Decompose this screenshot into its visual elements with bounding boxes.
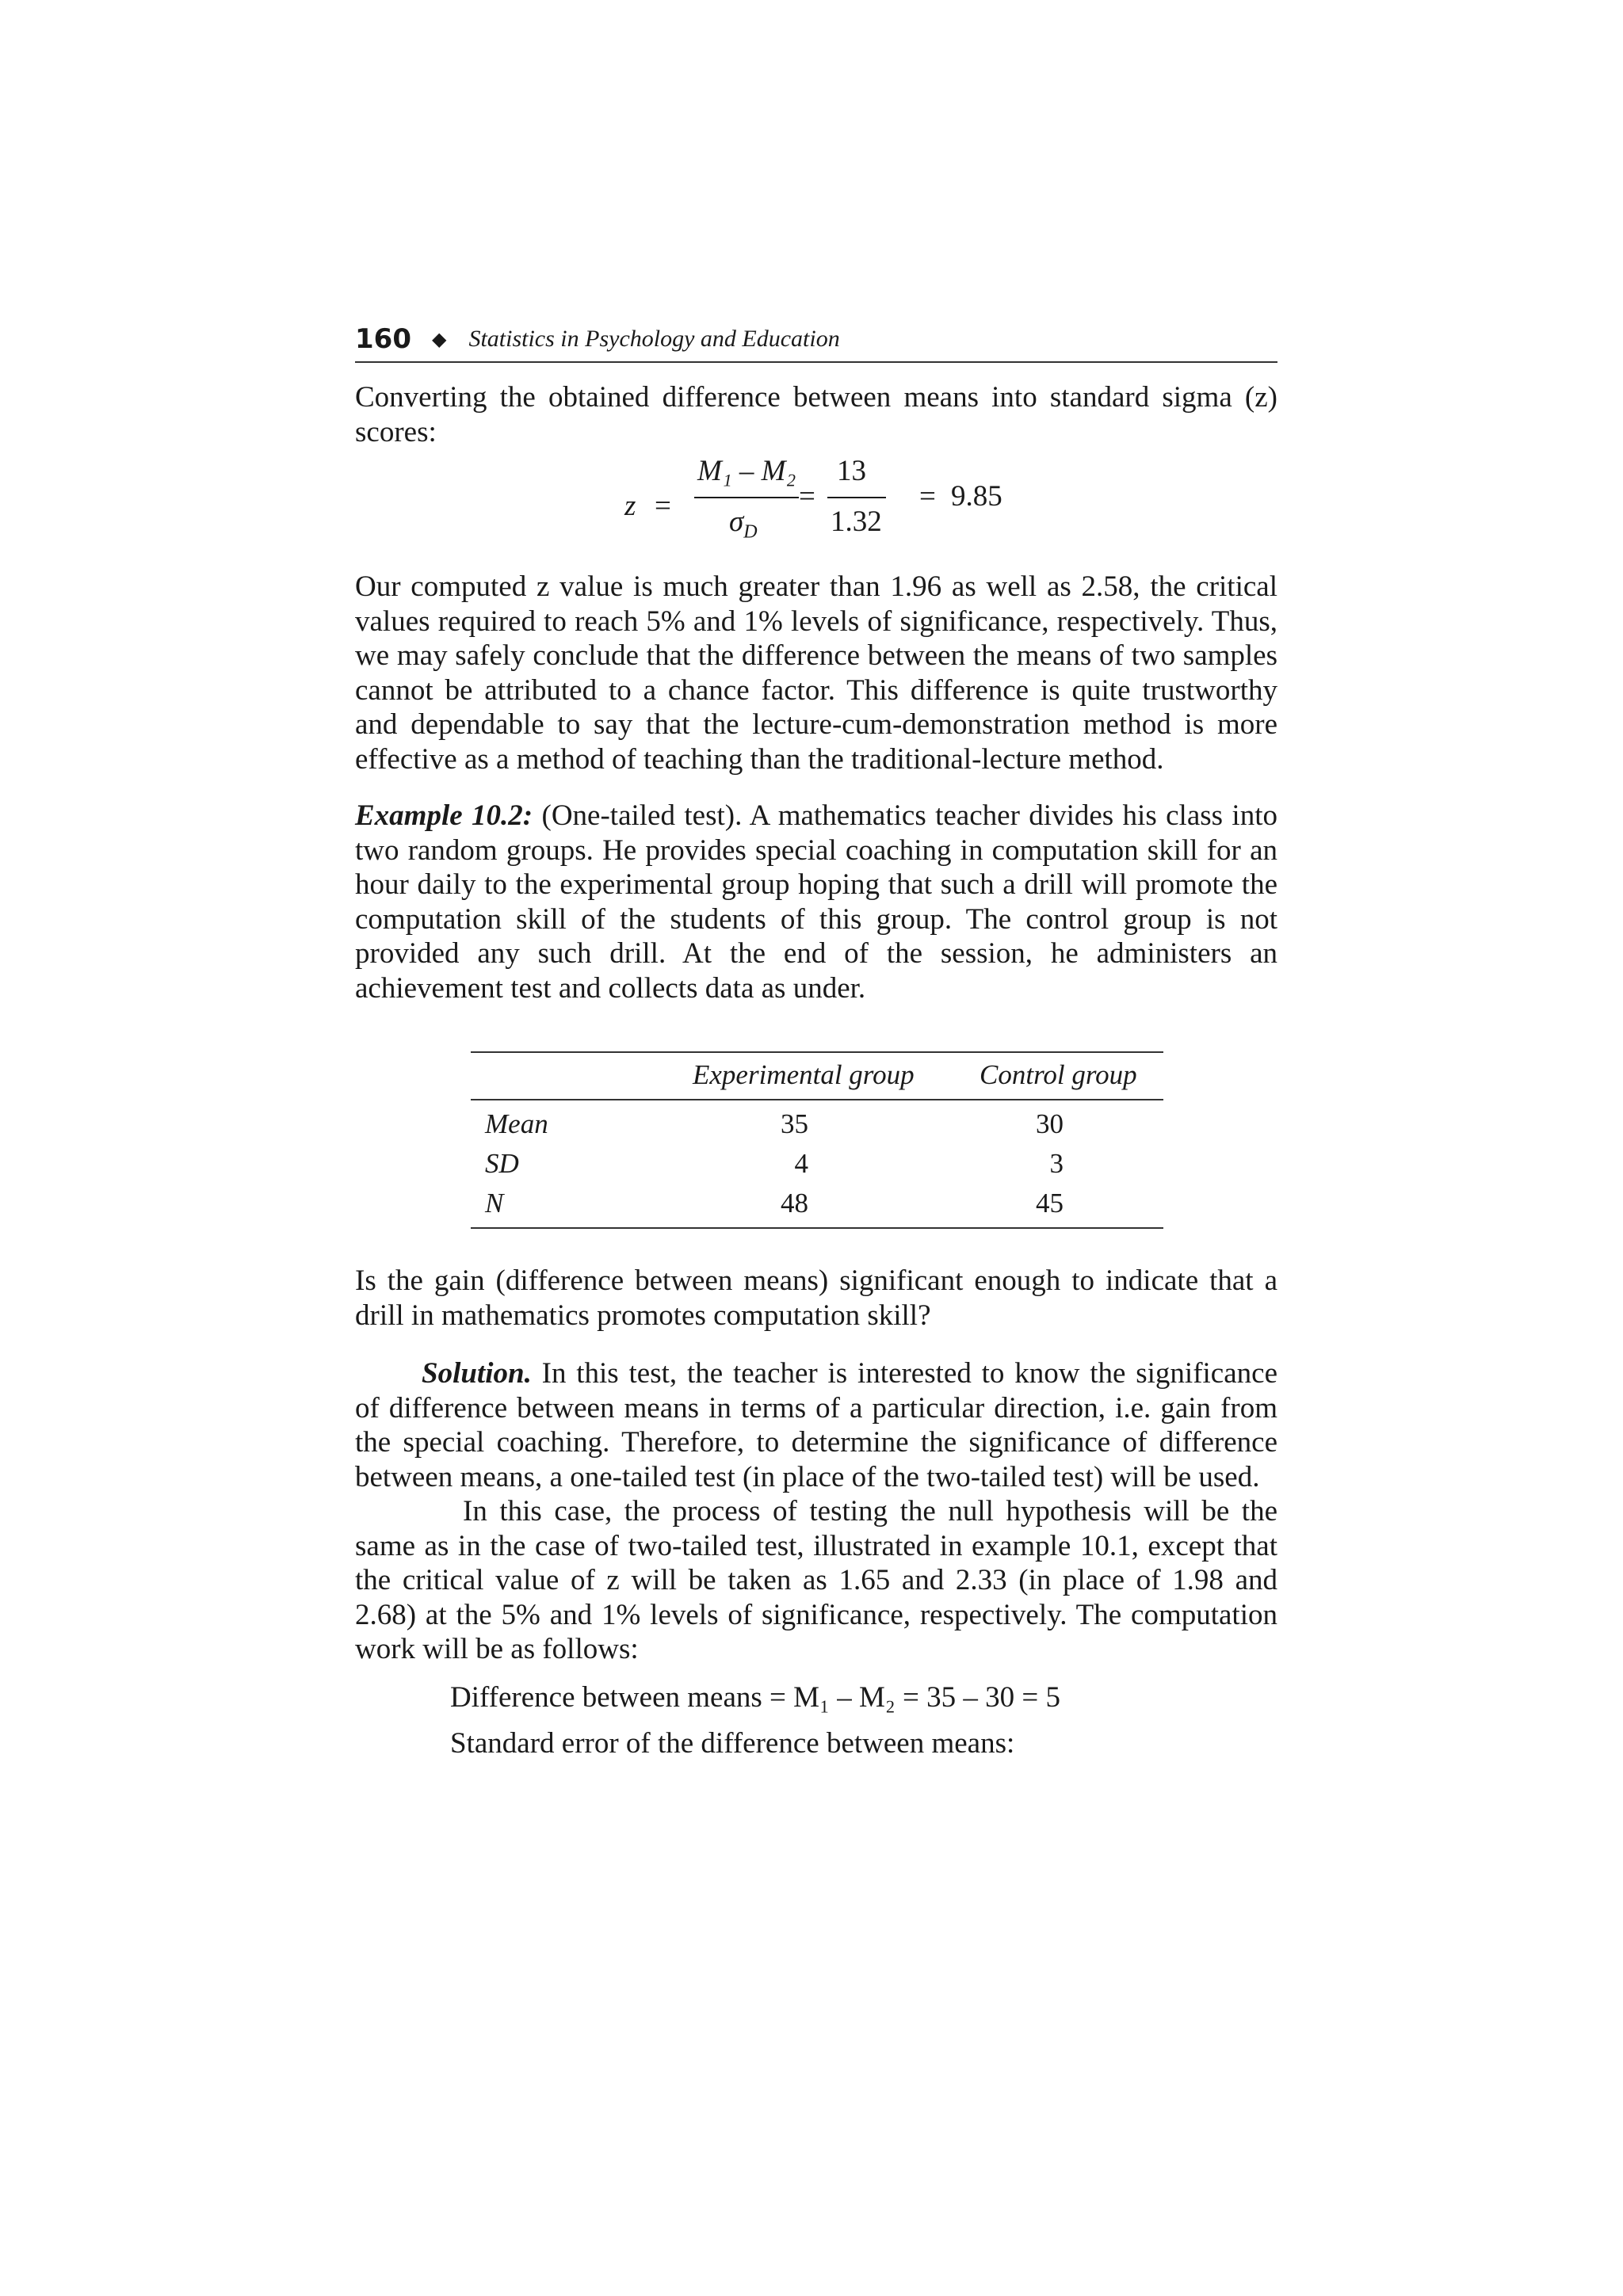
fraction-bar-2 <box>827 497 886 498</box>
data-table <box>471 1051 1163 1229</box>
paragraph-example <box>355 799 1277 1005</box>
example-label: Example 10.2: <box>355 799 533 832</box>
paragraph-intro: Converting the obtained difference between means into standard sigma (z) scores: <box>355 381 1277 448</box>
eq-result: 9.85 <box>951 480 1002 513</box>
table-row <box>471 1183 1163 1222</box>
row-label: N <box>485 1188 504 1219</box>
paragraph-conclusion: Our computed z value is much greater than 1.96 as well as 2.58, the critical values required to reach 5% and 1% levels of significance, respectively. Thus, we may safely conclude that the difference between the means of two samples cannot be attributed to a chance factor. This difference is quite trustworthy and dependable to say that the lecture-cum-demonstration method is more effective as a method of teaching than the traditional-lecture method. <box>355 570 1277 776</box>
table-row <box>471 1143 1163 1183</box>
eq-equals-1: = <box>655 490 671 522</box>
cell-experimental: 4 <box>794 1148 808 1179</box>
col-header-experimental: Experimental group <box>693 1059 915 1090</box>
paragraph-solution <box>355 1356 1277 1494</box>
table-header-row <box>471 1053 1163 1099</box>
col-header-control: Control group <box>980 1059 1137 1090</box>
cell-experimental: 48 <box>781 1188 808 1219</box>
cell-experimental: 35 <box>781 1108 808 1139</box>
running-head <box>355 317 1277 363</box>
table-row <box>471 1104 1163 1143</box>
eq-equals-3: = <box>919 480 936 513</box>
eq-numerator-1: M₁ – M₂ <box>697 455 796 487</box>
book-title: Statistics in Psychology and Education <box>468 326 840 352</box>
table-bottom-rule <box>471 1227 1163 1229</box>
row-label: SD <box>485 1148 519 1179</box>
row-label: Mean <box>485 1108 548 1139</box>
page-number: 160 <box>355 323 411 355</box>
eq-denominator-2: 1.32 <box>831 505 882 538</box>
z-equation <box>355 449 1277 555</box>
solution-text: In this test, the teacher is interested to know the significance of difference between means in terms of a particular direction, i.e. gain from the special coaching. Therefore, to determine the significance of difference between means, a one-tailed test (in place of the two-tailed test) will be used. <box>355 1357 1277 1493</box>
cell-control: 45 <box>1036 1188 1064 1219</box>
example-text: (One-tailed test). A mathematics teacher divides his class into two random groups. He provides special coaching in computation skill for an hour daily to the experimental group hoping that such a drill will promote the computation skill of the students of this group. The control group is not provided any such drill. At the end of the session, he administers an achievement test and collects data as under. <box>355 799 1277 1005</box>
cell-control: 3 <box>1049 1148 1064 1179</box>
eq-denominator-1: $\sigma_D$ <box>729 505 758 543</box>
calc-standard-error: Standard error of the difference between means: <box>450 1726 1015 1760</box>
calc-difference: Difference between means = M₁ – M₂ = 35 – 30 = 5 <box>450 1680 1060 1714</box>
cell-control: 30 <box>1036 1108 1064 1139</box>
eq-numerator-2: 13 <box>837 455 866 487</box>
fraction-bar-1 <box>694 497 799 498</box>
book-page <box>355 317 1277 1767</box>
solution-label: Solution. <box>422 1357 532 1390</box>
diamond-icon: ◆ <box>431 329 447 350</box>
eq-z: z <box>624 490 636 522</box>
paragraph-question: Is the gain (difference between means) significant enough to indicate that a drill in mathematics promotes computation skill? <box>355 1264 1277 1332</box>
eq-equals-2: = <box>799 480 815 513</box>
paragraph-process: In this case, the process of testing the null hypothesis will be the same as in the case of two-tailed test, illustrated in example 10.1, except that the critical value of z will be taken as 1.65 and 2.33 (in place of 1.98 and 2.68) at the 5% and 1% levels of significance, respectively. The computation work will be as follows: <box>355 1495 1277 1665</box>
